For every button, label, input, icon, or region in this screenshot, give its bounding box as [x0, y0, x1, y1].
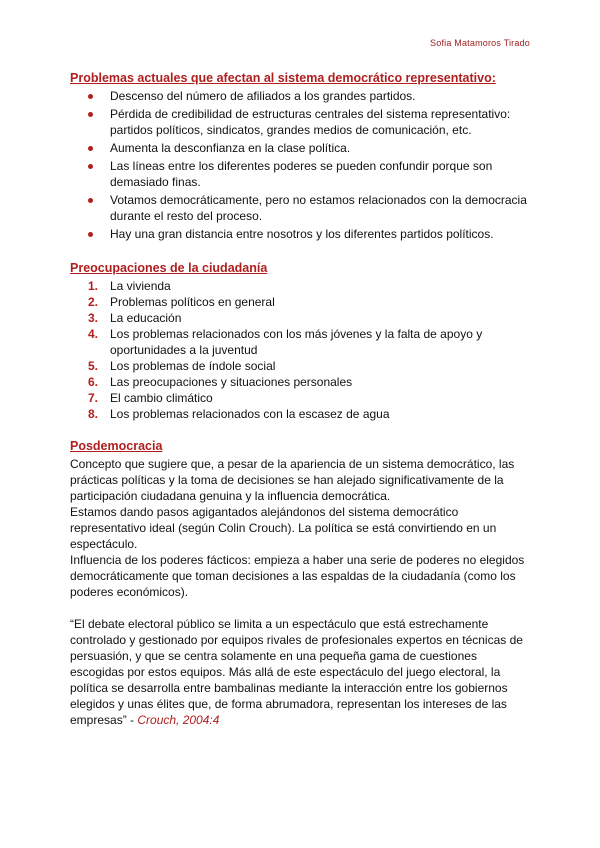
list-item-text: La vivienda	[110, 279, 171, 293]
preocupaciones-list	[70, 278, 532, 422]
list-item-text: Problemas políticos en general	[110, 295, 275, 309]
list-number: 6.	[88, 375, 99, 389]
list-number: 7.	[88, 391, 99, 405]
bullet-icon	[88, 94, 93, 99]
section-heading-preocupaciones: Preocupaciones de la ciudadanía	[70, 261, 268, 275]
list-item-text: Los problemas de índole social	[110, 359, 276, 373]
bullet-icon	[88, 198, 93, 203]
list-item	[88, 374, 532, 390]
list-item-text: El cambio climático	[110, 391, 213, 405]
list-item-text: Votamos democráticamente, pero no estamos relacionados con la democracia durante el resto del proceso.	[110, 193, 527, 223]
list-item	[88, 310, 532, 326]
list-item	[88, 406, 532, 422]
list-number: 4.	[88, 327, 99, 341]
paragraph-concepto: Concepto que sugiere que, a pesar de la apariencia de un sistema democrático, las prácticas políticas y la toma de decisiones se han alejado significativamente de la participación ciudadana genuina y la influencia democrática.	[70, 457, 515, 503]
paragraph-crouch: Estamos dando pasos agigantados alejándonos del sistema democrático representativo ideal (según Colin Crouch). La política se está convirtiendo en un espectáculo.	[70, 505, 497, 551]
list-item	[110, 226, 532, 242]
list-item	[88, 358, 532, 374]
bullet-icon	[88, 112, 93, 117]
list-item-text: Los problemas relacionados con los más jóvenes y la falta de apoyo y oportunidades a la juventud	[110, 327, 483, 357]
list-item	[110, 192, 532, 224]
list-item	[110, 106, 532, 138]
list-item	[110, 158, 532, 190]
list-item-text: Las líneas entre los diferentes poderes se pueden confundir porque son demasiado finas.	[110, 159, 493, 189]
section-heading-posdemocracia: Posdemocracia	[70, 439, 163, 453]
quote-paragraph	[70, 616, 532, 728]
quote-text: “El debate electoral público se limita a un espectáculo que está estrechamente controlado y gestionado por equipos rivales de profesionales expertos en técnicas de persuasión, y que se centra solamente en una pequeña gama de cuestiones escogidas por estos equipos. Más allá de este espectáculo del juego electoral, la política se desarrolla entre bambalinas mediante la interacción entre los gobiernos elegidos y unas élites que, de forma abrumadora, representan los intereses de las empresas” -	[70, 617, 523, 727]
bullet-icon	[88, 232, 93, 237]
paragraph-poderes-facticos: Influencia de los poderes fácticos: empieza a haber una serie de poderes no elegidos democráticamente que toman decisiones a las espaldas de la ciudadanía (como los poderes económicos).	[70, 553, 525, 599]
list-item-text: Las preocupaciones y situaciones personales	[110, 375, 353, 389]
section-heading-problemas: Problemas actuales que afectan al sistema democrático representativo:	[70, 71, 496, 85]
list-number: 8.	[88, 407, 99, 421]
quote-citation: Crouch, 2004:4	[137, 713, 220, 727]
list-item	[88, 390, 532, 406]
list-number: 1.	[88, 279, 99, 293]
list-item-text: Los problemas relacionados con la escasez de agua	[110, 407, 390, 421]
author-name: Sofia Matamoros Tirado	[430, 38, 530, 48]
list-item	[88, 294, 532, 310]
problemas-list	[70, 88, 532, 242]
blank-line	[70, 600, 532, 616]
list-item	[110, 140, 532, 156]
list-item-text: Pérdida de credibilidad de estructuras centrales del sistema representativo: partidos políticos, sindicatos, grandes medios de comunicación, etc.	[110, 107, 511, 137]
list-item-text: Aumenta la desconfianza en la clase política.	[110, 141, 351, 155]
bullet-icon	[88, 146, 93, 151]
list-number: 5.	[88, 359, 99, 373]
bullet-icon	[88, 164, 93, 169]
list-item	[88, 326, 532, 358]
list-number: 3.	[88, 311, 99, 325]
list-item-text: Descenso del número de afiliados a los grandes partidos.	[110, 89, 416, 103]
document-body	[70, 70, 532, 728]
list-item-text: La educación	[110, 311, 182, 325]
list-number: 2.	[88, 295, 99, 309]
list-item	[110, 88, 532, 104]
list-item	[88, 278, 532, 294]
list-item-text: Hay una gran distancia entre nosotros y los diferentes partidos políticos.	[110, 227, 494, 241]
